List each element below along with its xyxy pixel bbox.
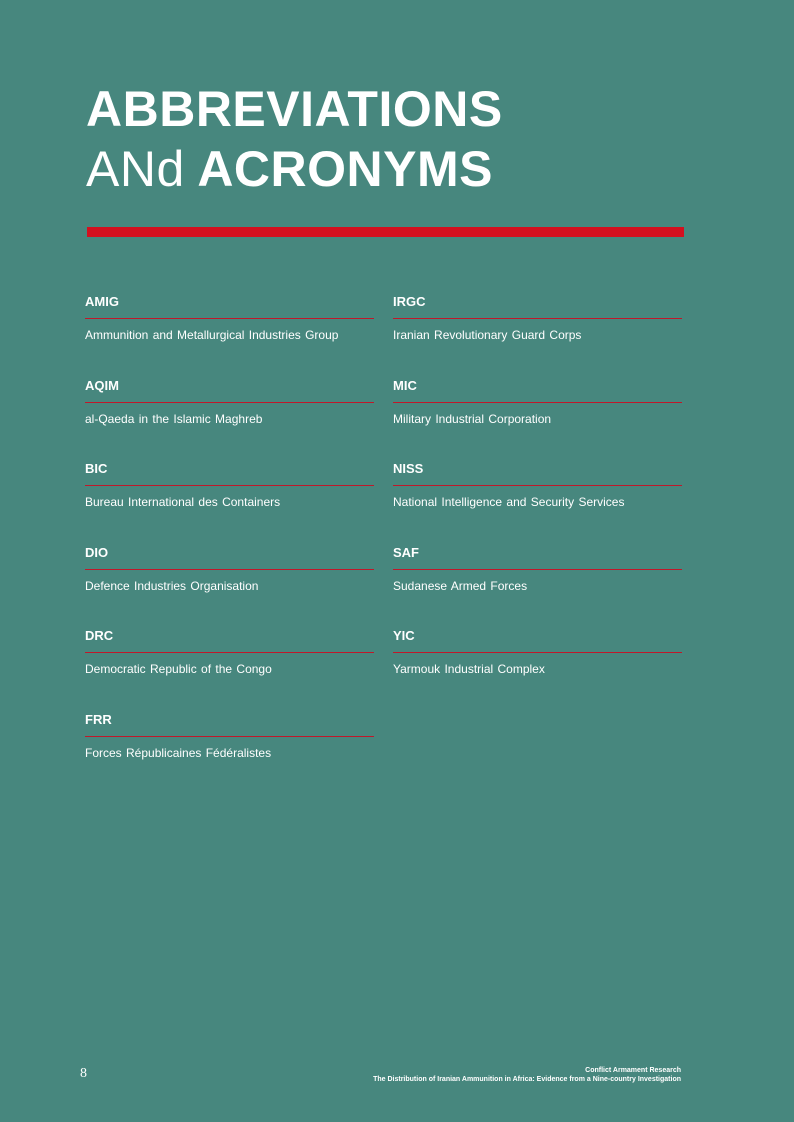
- abbreviation-definition: Iranian Revolutionary Guard Corps: [393, 328, 582, 342]
- abbreviation-definition: Bureau International des Containers: [85, 495, 281, 509]
- abbreviation-entry: [85, 543, 374, 627]
- abbreviation-definition: Forces Républicaines Fédéralistes: [85, 745, 272, 760]
- abbreviation-term: FRR: [85, 710, 374, 737]
- abbreviation-term: AQIM: [85, 376, 374, 403]
- abbreviation-term: YIC: [393, 626, 682, 653]
- page-number: 8: [80, 1066, 87, 1081]
- abbreviation-definition: al-Qaeda in the Islamic Maghreb: [85, 411, 263, 426]
- abbreviation-term: DRC: [85, 626, 374, 653]
- abbreviation-term: BIC: [85, 459, 374, 486]
- abbreviation-entry: [85, 626, 374, 710]
- abbreviation-entry: [393, 459, 682, 543]
- title-divider-bar: [87, 227, 684, 237]
- abbreviation-entry: [393, 626, 682, 710]
- abbreviation-term: SAF: [393, 543, 682, 570]
- abbreviation-entry: [393, 543, 682, 627]
- title-line-1: ABBREVIATIONS: [86, 81, 503, 137]
- abbreviation-entry: [393, 292, 682, 376]
- abbreviation-entry: [85, 710, 374, 794]
- abbreviation-term: DIO: [85, 543, 374, 570]
- abbreviations-right-column: [393, 292, 682, 710]
- abbreviation-term: NISS: [393, 459, 682, 486]
- abbreviation-term: IRGC: [393, 292, 682, 319]
- footer-organization: Conflict Armament Research: [585, 1067, 681, 1074]
- abbreviation-definition: Ammunition and Metallurgical Industries Group: [85, 328, 339, 342]
- abbreviation-entry: [85, 292, 374, 376]
- abbreviation-term: MIC: [393, 376, 682, 403]
- title-line-2-light: ANd: [86, 141, 185, 197]
- abbreviation-definition: Democratic Republic of the Congo: [85, 662, 272, 676]
- page-footer: [373, 1066, 681, 1084]
- footer-document-title: The Distribution of Iranian Ammunition in Africa: Evidence from a Nine-country Investigation: [373, 1076, 681, 1083]
- abbreviation-definition: Sudanese Armed Forces: [393, 578, 528, 593]
- abbreviation-definition: Military Industrial Corporation: [393, 411, 552, 426]
- abbreviation-definition: Yarmouk Industrial Complex: [393, 662, 545, 676]
- abbreviation-entry: [85, 376, 374, 460]
- title-line-2-bold: ACRONYMS: [197, 141, 493, 197]
- page-title: [86, 78, 503, 198]
- abbreviation-definition: Defence Industries Organisation: [85, 578, 259, 593]
- abbreviation-term: AMIG: [85, 292, 374, 319]
- title-line-2: [86, 140, 503, 198]
- abbreviations-left-column: [85, 292, 374, 793]
- abbreviation-entry: [393, 376, 682, 460]
- abbreviation-entry: [85, 459, 374, 543]
- abbreviation-definition: National Intelligence and Security Services: [393, 495, 625, 509]
